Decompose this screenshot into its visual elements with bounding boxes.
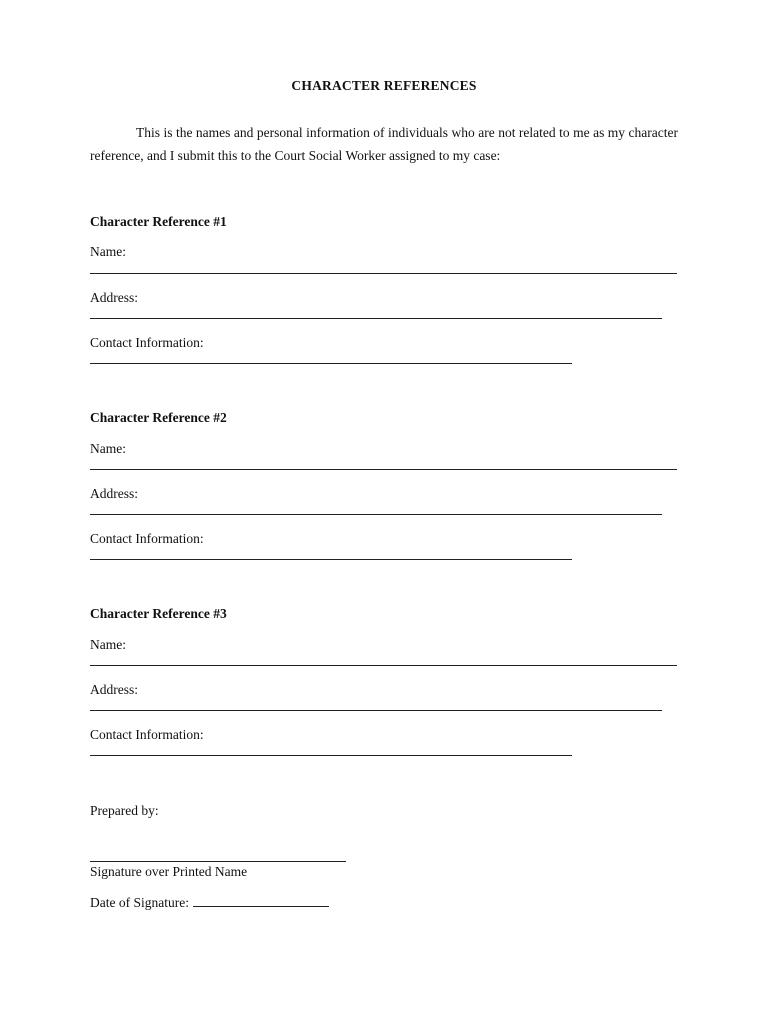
name-line[interactable] (90, 665, 677, 666)
contact-line[interactable] (90, 755, 572, 756)
date-of-signature-row (90, 894, 329, 911)
intro-paragraph: This is the names and personal information of individuals who are not related to me as my character reference, and I submit this to the Court Social Worker assigned to my case: (90, 125, 678, 163)
name-label: Name: (90, 637, 126, 652)
address-line[interactable] (90, 318, 662, 319)
name-label: Name: (90, 244, 126, 259)
document-title: CHARACTER REFERENCES (291, 78, 477, 93)
prepared-by-label: Prepared by: (90, 803, 159, 818)
address-label: Address: (90, 290, 138, 305)
contact-label: Contact Information: (90, 531, 204, 546)
date-of-signature-label: Date of Signature: (90, 895, 189, 910)
reference-heading: Character Reference #2 (90, 410, 227, 425)
contact-label: Contact Information: (90, 335, 204, 350)
signature-line[interactable] (90, 861, 346, 862)
name-line[interactable] (90, 469, 677, 470)
signature-label: Signature over Printed Name (90, 864, 248, 879)
reference-heading: Character Reference #1 (90, 214, 227, 229)
name-line[interactable] (90, 273, 677, 274)
contact-line[interactable] (90, 559, 572, 560)
contact-label: Contact Information: (90, 727, 204, 742)
address-label: Address: (90, 486, 138, 501)
address-label: Address: (90, 682, 138, 697)
contact-line[interactable] (90, 363, 572, 364)
address-line[interactable] (90, 514, 662, 515)
reference-heading: Character Reference #3 (90, 606, 227, 621)
name-label: Name: (90, 441, 126, 456)
date-of-signature-line[interactable] (193, 894, 329, 907)
address-line[interactable] (90, 710, 662, 711)
